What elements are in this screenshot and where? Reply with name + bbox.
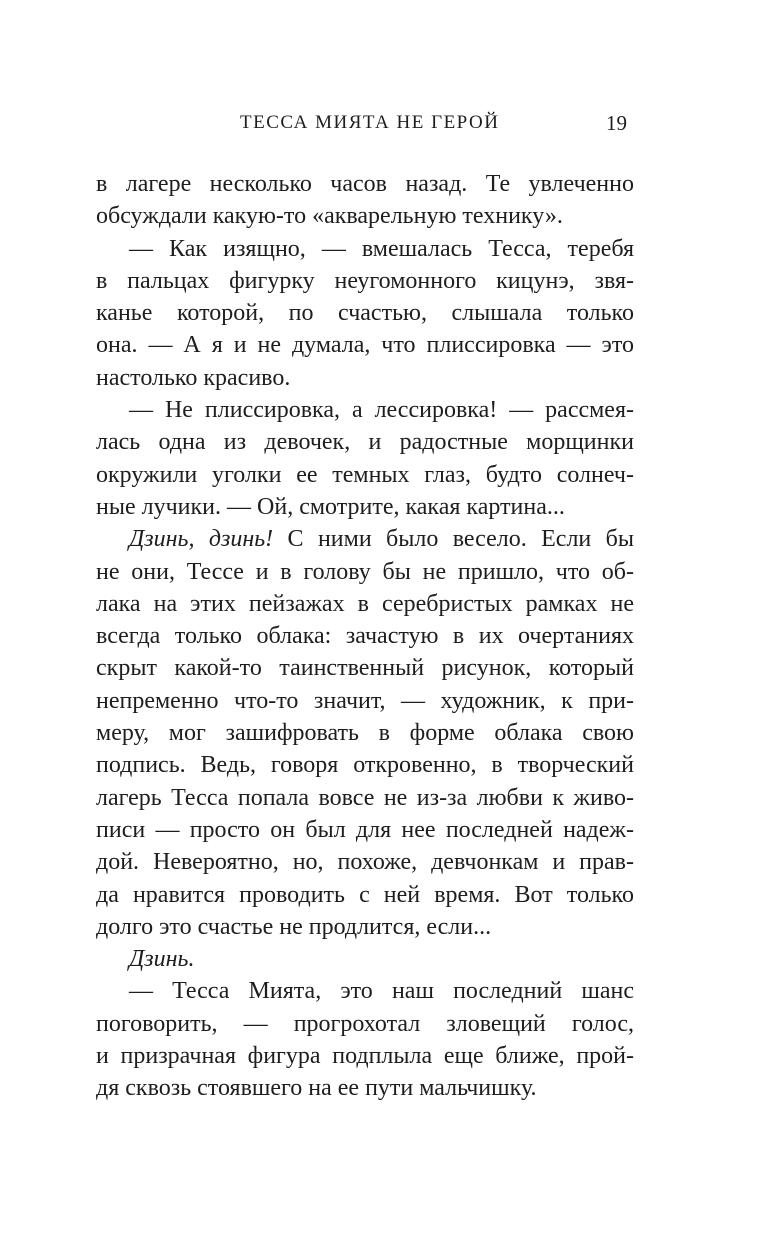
text-line: лагерь Тесса попала вовсе не из-за любви к живо- <box>96 784 634 811</box>
text-line: подпись. Ведь, говоря откровенно, в творческий <box>96 752 634 779</box>
text-line: окружили уголки ее темных глаз, будто солнеч- <box>96 461 634 488</box>
text-line: дой. Невероятно, но, похоже, девчонкам и прав- <box>96 849 634 876</box>
italic-sound: Дзинь. <box>129 946 195 973</box>
text-line: она. — А я и не думала, что плиссировка — это <box>96 332 634 359</box>
text-line: ные лучики. — Ой, смотрите, какая картина... <box>96 493 565 520</box>
body-text <box>96 168 634 1105</box>
text-line: скрыт какой-то таинственный рисунок, который <box>96 655 634 682</box>
text-line: настолько красиво. <box>96 364 291 391</box>
text-line <box>96 523 634 555</box>
text-line: меру, мог зашифровать в форме облака свою <box>96 720 634 747</box>
text-line: всегда только облака: зачастую в их очертаниях <box>96 623 634 650</box>
text-line-rest: С ними было весело. Если бы <box>273 526 634 553</box>
text-line: писи — просто он был для нее последней надеж- <box>96 816 634 843</box>
text-line: обсуждали какую-то «акварельную технику». <box>96 203 563 230</box>
text-line: в лагере несколько часов назад. Те увлеченно <box>96 171 634 197</box>
text-line: и призрачная фигура подплыла еще ближе, прой- <box>96 1043 634 1070</box>
text-line: лака на этих пейзажах в серебристых рамках не <box>96 590 634 617</box>
page-number: 19 <box>606 111 627 135</box>
text-line: в пальцах фигурку неугомонного кицунэ, звя- <box>96 267 634 294</box>
text-line: поговорить, — прогрохотал зловещий голос, <box>96 1010 634 1037</box>
text-line: — Как изящно, — вмешалась Тесса, теребя <box>129 235 634 262</box>
running-head-title: ТЕССА МИЯТА НЕ ГЕРОЙ <box>240 112 500 133</box>
text-line: дя сквозь стоявшего на ее пути мальчишку. <box>96 1075 537 1102</box>
text-line: долго это счастье не продлится, если... <box>96 913 492 940</box>
text-line: не они, Тессе и в голову бы не пришло, что об- <box>96 558 634 585</box>
italic-sound: Дзинь, дзинь! <box>129 526 274 553</box>
text-line: да нравится проводить с ней время. Вот только <box>96 881 634 908</box>
text-line: — Не плиссировка, а лессировка! — рассмея- <box>129 397 634 424</box>
text-line: канье которой, по счастью, слышала только <box>96 300 634 327</box>
text-line <box>96 943 634 975</box>
text-line: — Тесса Мията, это наш последний шанс <box>129 978 634 1005</box>
text-line: лась одна из девочек, и радостные морщинки <box>96 429 634 456</box>
text-line: непременно что-то значит, — художник, к при- <box>96 687 634 714</box>
